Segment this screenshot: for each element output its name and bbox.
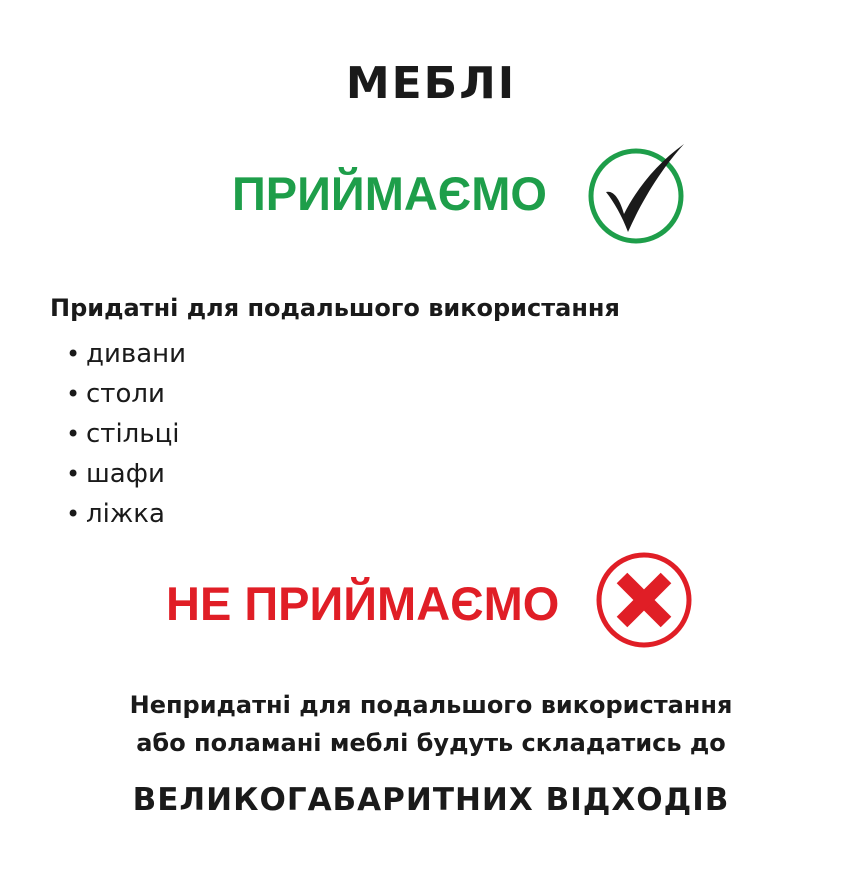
check-circle-icon bbox=[584, 140, 692, 248]
bullet-icon: • bbox=[66, 500, 81, 528]
reject-heading: НЕ ПРИЙМАЄМО bbox=[166, 577, 560, 630]
item-label: шафи bbox=[86, 459, 165, 489]
list-item bbox=[66, 374, 186, 414]
reject-note-line-2: або поламані меблі будуть складатись до bbox=[136, 729, 726, 757]
bullet-icon: • bbox=[66, 380, 81, 408]
accepted-items-list bbox=[66, 334, 186, 534]
item-label: стільці bbox=[86, 419, 180, 449]
list-item bbox=[66, 494, 186, 534]
accept-intro: Придатні для подальшого використання bbox=[50, 294, 620, 322]
bullet-icon: • bbox=[66, 460, 81, 488]
page-title: МЕБЛІ bbox=[345, 58, 517, 109]
reject-note-line-1: Непридатні для подальшого використання bbox=[129, 691, 733, 719]
bullet-icon: • bbox=[66, 340, 81, 368]
item-label: ліжка bbox=[86, 499, 165, 529]
reject-note-emphasis: ВЕЛИКОГАБАРИТНИХ ВІДХОДІВ bbox=[132, 782, 730, 818]
list-item bbox=[66, 334, 186, 374]
accept-heading: ПРИЙМАЄМО bbox=[232, 167, 547, 220]
item-label: дивани bbox=[86, 339, 187, 369]
list-item bbox=[66, 454, 186, 494]
x-circle-icon bbox=[595, 551, 693, 649]
reject-note bbox=[0, 686, 862, 762]
item-label: столи bbox=[86, 379, 165, 409]
list-item bbox=[66, 414, 186, 454]
bullet-icon: • bbox=[66, 420, 81, 448]
